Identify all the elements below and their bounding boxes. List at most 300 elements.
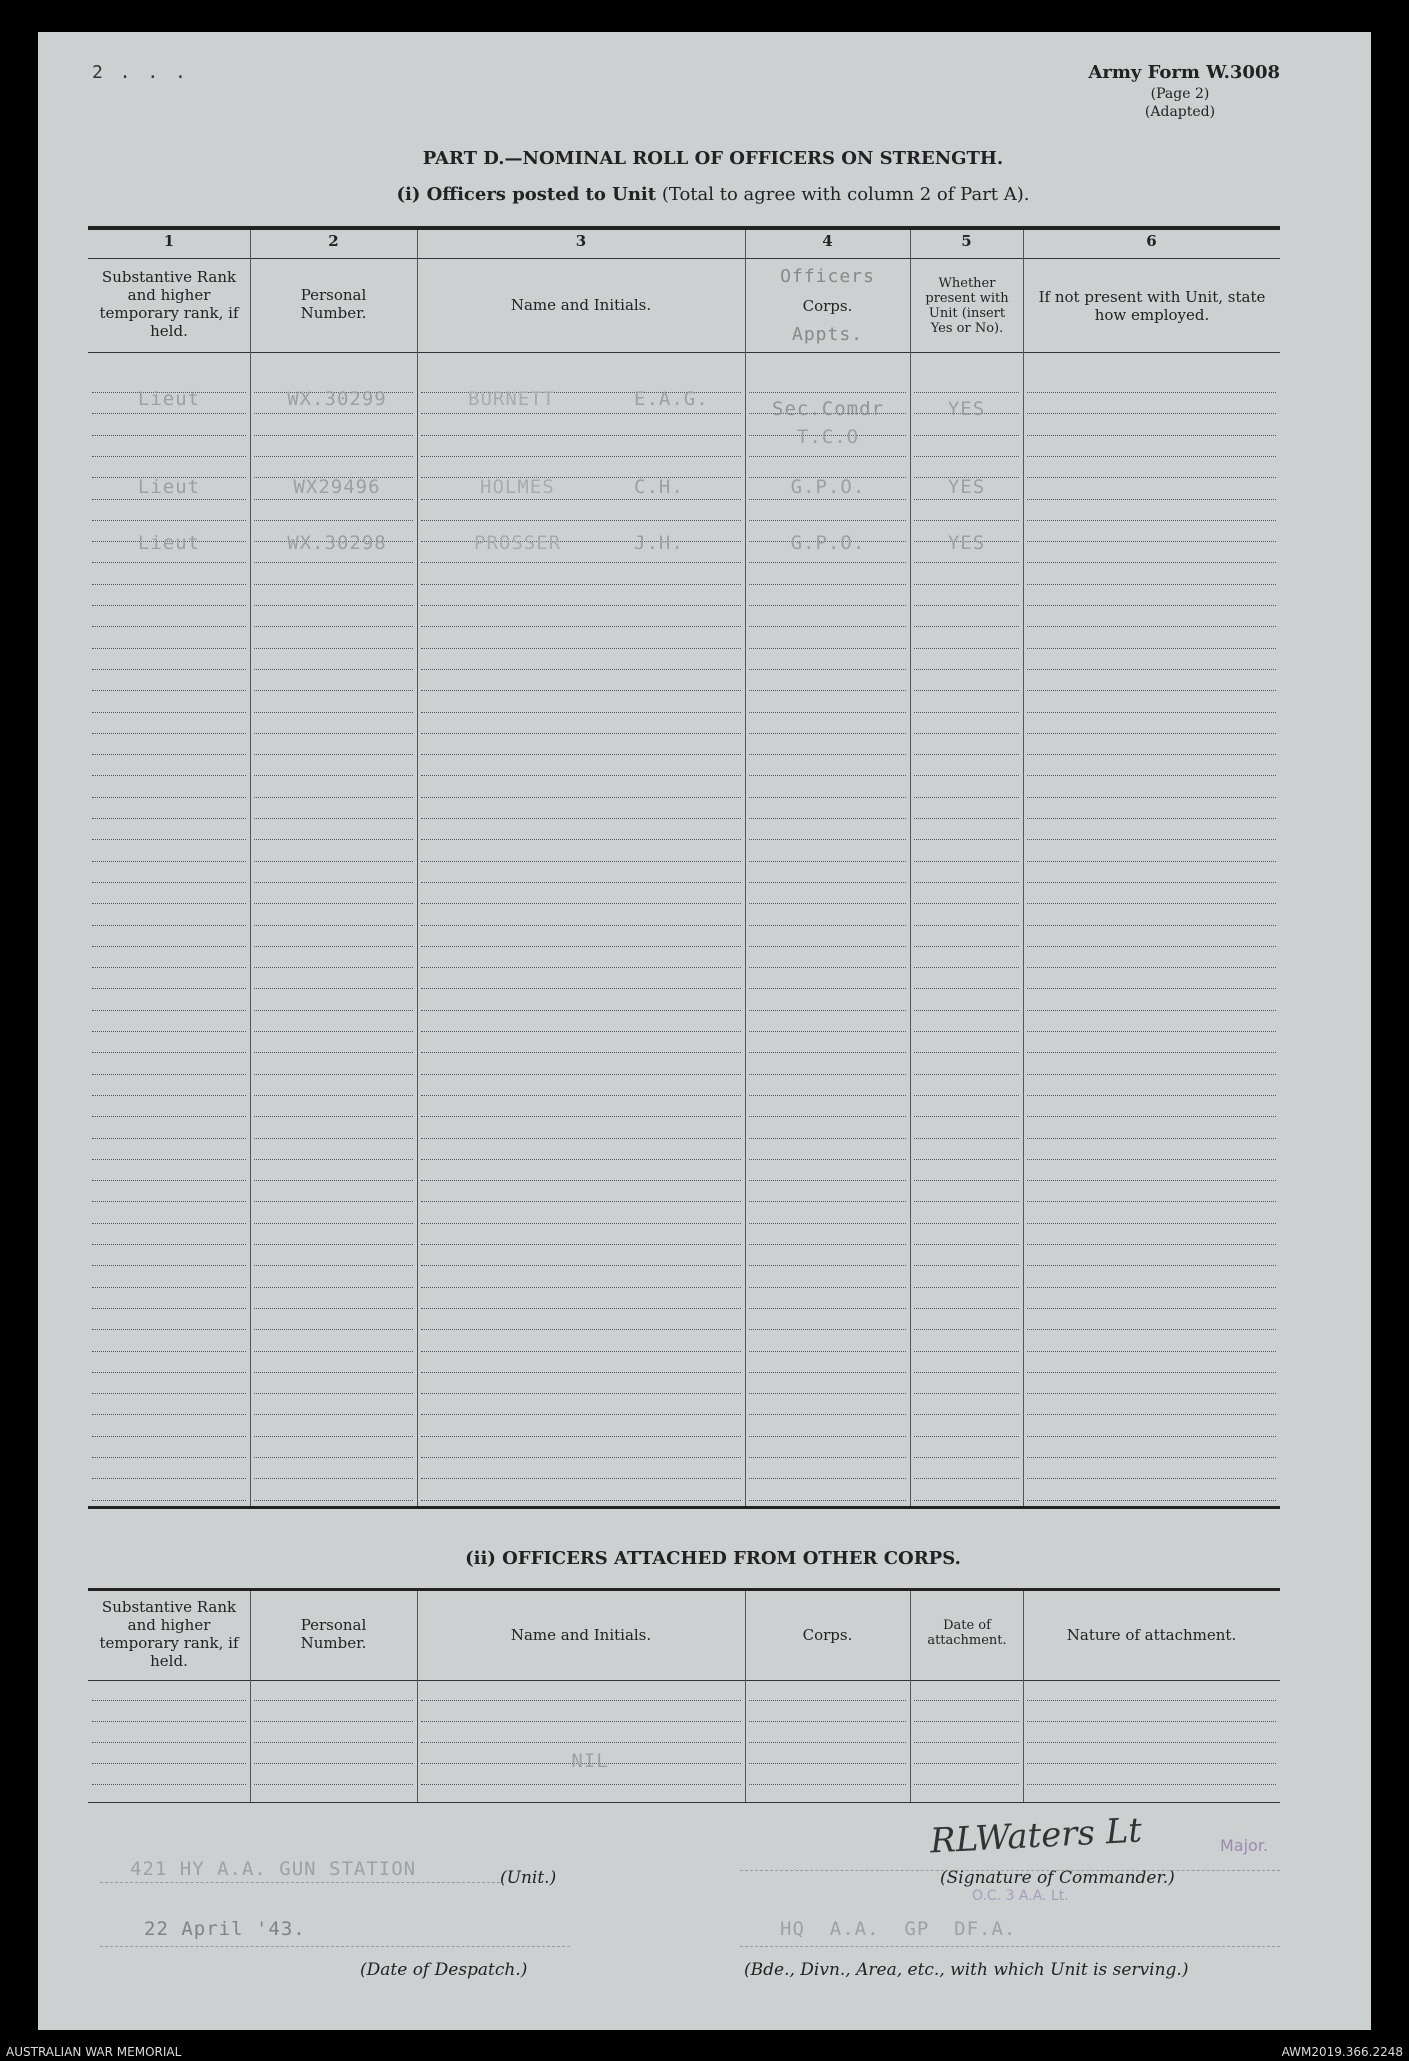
corner-mark: 2 . . . bbox=[92, 62, 189, 83]
ruled-line bbox=[254, 775, 413, 776]
ruled-line bbox=[1027, 499, 1276, 500]
ruled-line bbox=[421, 1138, 741, 1139]
ruled-line bbox=[749, 1372, 906, 1373]
part-ii-title: (ii) OFFICERS ATTACHED FROM OTHER CORPS. bbox=[465, 1548, 961, 1569]
ruled-line bbox=[254, 988, 413, 989]
ruled-line bbox=[92, 1244, 246, 1245]
ruled-line bbox=[914, 456, 1019, 457]
ruled-line bbox=[749, 520, 906, 521]
ruled-line bbox=[421, 456, 741, 457]
ruled-line bbox=[421, 1700, 741, 1701]
ruled-line bbox=[749, 1478, 906, 1479]
ruled-line bbox=[1027, 605, 1276, 606]
ruled-line bbox=[1027, 1436, 1276, 1437]
ii-header-nature: Nature of attachment. bbox=[1066, 1626, 1237, 1644]
ruled-line bbox=[1027, 541, 1276, 542]
ruled-line bbox=[254, 1500, 413, 1501]
ruled-line bbox=[421, 1223, 741, 1224]
ruled-line bbox=[92, 1265, 246, 1266]
ruled-line bbox=[1027, 754, 1276, 755]
ruled-line bbox=[92, 1478, 246, 1479]
ruled-line bbox=[92, 1031, 246, 1032]
commander-signature: RLWaters Lt bbox=[929, 1810, 1143, 1862]
ruled-line bbox=[1027, 1742, 1276, 1743]
ii-header-name: Name and Initials. bbox=[510, 1626, 652, 1644]
ruled-line bbox=[1027, 1351, 1276, 1352]
ruled-line bbox=[421, 946, 741, 947]
ruled-line bbox=[749, 584, 906, 585]
row-present: YES bbox=[947, 476, 986, 498]
ruled-line bbox=[914, 818, 1019, 819]
col-header-present: Whether present with Unit (insert Yes or No). bbox=[925, 276, 1009, 336]
ruled-line bbox=[749, 1201, 906, 1202]
ruled-line bbox=[1027, 1763, 1276, 1764]
ruled-line bbox=[421, 690, 741, 691]
ruled-line bbox=[749, 882, 906, 883]
ruled-line bbox=[254, 1138, 413, 1139]
ruled-line bbox=[254, 882, 413, 883]
ruled-line bbox=[1027, 1372, 1276, 1373]
ruled-line bbox=[914, 1180, 1019, 1181]
ruled-line bbox=[421, 882, 741, 883]
ruled-line bbox=[421, 1180, 741, 1181]
ruled-line bbox=[1027, 690, 1276, 691]
ruled-line bbox=[749, 1457, 906, 1458]
ruled-line bbox=[1027, 818, 1276, 819]
ruled-line bbox=[254, 1180, 413, 1181]
ruled-line bbox=[254, 967, 413, 968]
ruled-line bbox=[914, 1159, 1019, 1160]
ruled-line bbox=[749, 1784, 906, 1785]
unit-label: (Unit.) bbox=[500, 1868, 557, 1888]
form-title: Army Form W.3008 bbox=[1088, 62, 1280, 83]
ruled-line bbox=[92, 1721, 246, 1722]
ruled-line bbox=[914, 1116, 1019, 1117]
ruled-line bbox=[92, 861, 246, 862]
row-rank: Lieut bbox=[137, 388, 201, 410]
ruled-line bbox=[421, 988, 741, 989]
ruled-line bbox=[914, 1223, 1019, 1224]
ruled-line bbox=[914, 1700, 1019, 1701]
ruled-line bbox=[749, 925, 906, 926]
ruled-line bbox=[421, 435, 741, 436]
ruled-line bbox=[914, 839, 1019, 840]
ruled-line bbox=[421, 1116, 741, 1117]
ruled-line bbox=[749, 1414, 906, 1415]
ruled-line bbox=[254, 797, 413, 798]
ruled-line bbox=[749, 733, 906, 734]
ruled-line bbox=[254, 1244, 413, 1245]
ruled-line bbox=[254, 669, 413, 670]
col-num-3: 3 bbox=[575, 232, 587, 250]
ruled-line bbox=[92, 1074, 246, 1075]
ruled-line bbox=[749, 1393, 906, 1394]
ruled-line bbox=[914, 882, 1019, 883]
ruled-line bbox=[254, 1393, 413, 1394]
archive-footer bbox=[0, 2031, 1409, 2061]
ruled-line bbox=[914, 1742, 1019, 1743]
ruled-line bbox=[92, 456, 246, 457]
row-name: HOLMES bbox=[480, 476, 555, 498]
ruled-line bbox=[421, 499, 741, 500]
ruled-line bbox=[749, 1287, 906, 1288]
ruled-line bbox=[749, 797, 906, 798]
ruled-line bbox=[749, 605, 906, 606]
ruled-line bbox=[914, 1308, 1019, 1309]
ruled-line bbox=[421, 1244, 741, 1245]
ruled-line bbox=[914, 1393, 1019, 1394]
ruled-line bbox=[92, 775, 246, 776]
ruled-line bbox=[92, 712, 246, 713]
row-initials: C.H. bbox=[634, 476, 684, 498]
ruled-line bbox=[749, 392, 906, 393]
col-header-name: Name and Initials. bbox=[510, 296, 652, 314]
ruled-line bbox=[421, 1265, 741, 1266]
ruled-line bbox=[749, 1351, 906, 1352]
part-d-title: PART D.—NOMINAL ROLL OF OFFICERS ON STRENGTH. bbox=[422, 148, 1004, 169]
ruled-line bbox=[1027, 988, 1276, 989]
ruled-line bbox=[749, 499, 906, 500]
ruled-line bbox=[254, 1287, 413, 1288]
col-header-personal: Personal Number. bbox=[300, 286, 367, 322]
ruled-line bbox=[92, 1393, 246, 1394]
ruled-line bbox=[1027, 1478, 1276, 1479]
ruled-line bbox=[749, 1244, 906, 1245]
ruled-line bbox=[421, 712, 741, 713]
ruled-line bbox=[254, 861, 413, 862]
ruled-line bbox=[914, 1095, 1019, 1096]
ruled-line bbox=[92, 605, 246, 606]
ruled-line bbox=[254, 1372, 413, 1373]
ruled-line bbox=[749, 903, 906, 904]
ruled-line bbox=[421, 562, 741, 563]
ii-header-personal: Personal Number. bbox=[300, 1616, 367, 1652]
ruled-line bbox=[254, 1721, 413, 1722]
ruled-line bbox=[92, 648, 246, 649]
ruled-line bbox=[1027, 775, 1276, 776]
form-page: (Page 2) bbox=[1150, 86, 1210, 102]
row-initials: J.H. bbox=[634, 532, 684, 554]
footer-right: AWM2019.366.2248 bbox=[1281, 2045, 1403, 2059]
ruled-line bbox=[254, 946, 413, 947]
ruled-line bbox=[1027, 1074, 1276, 1075]
ruled-line bbox=[421, 520, 741, 521]
ruled-line bbox=[749, 1265, 906, 1266]
ruled-line bbox=[254, 626, 413, 627]
ruled-line bbox=[421, 669, 741, 670]
ruled-line bbox=[92, 1287, 246, 1288]
ruled-line bbox=[254, 839, 413, 840]
ruled-line bbox=[914, 1784, 1019, 1785]
ruled-line bbox=[254, 1201, 413, 1202]
part-d-subtitle bbox=[88, 184, 1338, 205]
ruled-line bbox=[749, 1074, 906, 1075]
ruled-line bbox=[749, 861, 906, 862]
ruled-line bbox=[421, 648, 741, 649]
ruled-line bbox=[92, 1095, 246, 1096]
ruled-line bbox=[92, 1784, 246, 1785]
ruled-line bbox=[1027, 1052, 1276, 1053]
ruled-line bbox=[92, 1180, 246, 1181]
ruled-line bbox=[421, 1436, 741, 1437]
ruled-line bbox=[254, 1031, 413, 1032]
ruled-line bbox=[1027, 477, 1276, 478]
ruled-line bbox=[421, 1414, 741, 1415]
ruled-line bbox=[92, 967, 246, 968]
ruled-line bbox=[254, 690, 413, 691]
ruled-line bbox=[421, 1742, 741, 1743]
ruled-line bbox=[421, 541, 741, 542]
ruled-line bbox=[914, 1478, 1019, 1479]
ruled-line bbox=[914, 584, 1019, 585]
ruled-line bbox=[914, 562, 1019, 563]
ruled-line bbox=[421, 1052, 741, 1053]
ii-header-rank: Substantive Rank and higher temporary rank, if held. bbox=[99, 1598, 239, 1670]
ruled-line bbox=[914, 1244, 1019, 1245]
ruled-line bbox=[92, 1223, 246, 1224]
ruled-line bbox=[1027, 520, 1276, 521]
ruled-line bbox=[1027, 733, 1276, 734]
ruled-line bbox=[914, 435, 1019, 436]
ruled-line bbox=[92, 1351, 246, 1352]
ruled-line bbox=[421, 733, 741, 734]
row-present: YES bbox=[947, 532, 986, 554]
unit-typed: 421 HY A.A. GUN STATION bbox=[130, 1858, 417, 1880]
ruled-line bbox=[1027, 1414, 1276, 1415]
ruled-line bbox=[914, 797, 1019, 798]
ruled-line bbox=[92, 733, 246, 734]
ruled-line bbox=[421, 1201, 741, 1202]
ruled-line bbox=[914, 669, 1019, 670]
ruled-line bbox=[254, 435, 413, 436]
stamp-rank: Major. bbox=[1220, 1836, 1269, 1855]
row-present: YES bbox=[947, 398, 986, 420]
ruled-line bbox=[421, 1287, 741, 1288]
col-num-4: 4 bbox=[822, 232, 833, 250]
ruled-line bbox=[254, 712, 413, 713]
ruled-line bbox=[914, 1031, 1019, 1032]
ruled-line bbox=[92, 1116, 246, 1117]
ruled-line bbox=[1027, 1700, 1276, 1701]
ruled-line bbox=[254, 754, 413, 755]
ruled-line bbox=[914, 392, 1019, 393]
ruled-line bbox=[1027, 1265, 1276, 1266]
ruled-line bbox=[914, 775, 1019, 776]
ruled-line bbox=[254, 1478, 413, 1479]
date-label: (Date of Despatch.) bbox=[360, 1960, 528, 1980]
ruled-line bbox=[92, 925, 246, 926]
ruled-line bbox=[254, 1159, 413, 1160]
row-rank: Lieut bbox=[137, 476, 201, 498]
ruled-line bbox=[914, 861, 1019, 862]
ruled-line bbox=[749, 775, 906, 776]
ruled-line bbox=[254, 1308, 413, 1309]
ruled-line bbox=[914, 925, 1019, 926]
ruled-line bbox=[421, 1074, 741, 1075]
ruled-line bbox=[254, 1784, 413, 1785]
ruled-line bbox=[749, 1500, 906, 1501]
ruled-line bbox=[1027, 562, 1276, 563]
ruled-line bbox=[749, 1180, 906, 1181]
row-name: PROSSER bbox=[474, 532, 562, 554]
ruled-line bbox=[1027, 435, 1276, 436]
ruled-line bbox=[1027, 1031, 1276, 1032]
ruled-line bbox=[254, 818, 413, 819]
ruled-line bbox=[421, 477, 741, 478]
ii-nil-entry: NIL bbox=[571, 1750, 609, 1772]
ruled-line bbox=[749, 754, 906, 755]
ruled-line bbox=[749, 562, 906, 563]
ruled-line bbox=[92, 839, 246, 840]
ruled-line bbox=[914, 946, 1019, 947]
ruled-line bbox=[92, 1329, 246, 1330]
ruled-line bbox=[92, 1201, 246, 1202]
ruled-line bbox=[914, 499, 1019, 500]
ruled-line bbox=[1027, 1721, 1276, 1722]
ruled-line bbox=[421, 861, 741, 862]
ruled-line bbox=[92, 1457, 246, 1458]
col-header-corps-typed-bottom: Appts. bbox=[791, 324, 864, 345]
ruled-line bbox=[914, 648, 1019, 649]
ruled-line bbox=[749, 1436, 906, 1437]
ruled-line bbox=[914, 626, 1019, 627]
ruled-line bbox=[254, 1052, 413, 1053]
ruled-line bbox=[421, 1308, 741, 1309]
col-num-1: 1 bbox=[163, 232, 175, 250]
ruled-line bbox=[749, 1329, 906, 1330]
ruled-line bbox=[1027, 1784, 1276, 1785]
ruled-line bbox=[749, 1308, 906, 1309]
ruled-line bbox=[92, 626, 246, 627]
ruled-line bbox=[749, 690, 906, 691]
ruled-line bbox=[914, 1074, 1019, 1075]
ruled-line bbox=[421, 1010, 741, 1011]
ruled-line bbox=[421, 775, 741, 776]
ruled-line bbox=[914, 1351, 1019, 1352]
ii-header-date: Date of attachment. bbox=[927, 1618, 1007, 1648]
ruled-line bbox=[914, 988, 1019, 989]
ruled-line bbox=[914, 712, 1019, 713]
ruled-line bbox=[421, 925, 741, 926]
row-number: WX29496 bbox=[293, 476, 381, 498]
ruled-line bbox=[92, 690, 246, 691]
col-header-rank: Substantive Rank and higher temporary rank, if held. bbox=[99, 268, 239, 340]
ruled-line bbox=[1027, 392, 1276, 393]
ruled-line bbox=[749, 946, 906, 947]
ruled-line bbox=[914, 733, 1019, 734]
ruled-line bbox=[421, 839, 741, 840]
ruled-line bbox=[92, 988, 246, 989]
ruled-line bbox=[254, 1742, 413, 1743]
ruled-line bbox=[749, 1763, 906, 1764]
ruled-line bbox=[1027, 1116, 1276, 1117]
ruled-line bbox=[1027, 1201, 1276, 1202]
ruled-line bbox=[1027, 1308, 1276, 1309]
ruled-line bbox=[914, 1457, 1019, 1458]
ruled-line bbox=[749, 648, 906, 649]
date-typed: 22 April '43. bbox=[144, 1918, 306, 1940]
ruled-line bbox=[92, 797, 246, 798]
ruled-line bbox=[421, 797, 741, 798]
ruled-line bbox=[254, 413, 413, 414]
ruled-line bbox=[1027, 1138, 1276, 1139]
ruled-line bbox=[254, 456, 413, 457]
ruled-line bbox=[421, 1095, 741, 1096]
ruled-line bbox=[92, 562, 246, 563]
ruled-line bbox=[749, 1700, 906, 1701]
ruled-line bbox=[914, 690, 1019, 691]
ruled-line bbox=[421, 626, 741, 627]
ruled-line bbox=[92, 1308, 246, 1309]
bde-label: (Bde., Divn., Area, etc., with which Unit is serving.) bbox=[744, 1960, 1189, 1980]
ruled-line bbox=[914, 520, 1019, 521]
ruled-line bbox=[254, 1763, 413, 1764]
ruled-line bbox=[914, 1721, 1019, 1722]
ruled-line bbox=[254, 1010, 413, 1011]
ruled-line bbox=[421, 903, 741, 904]
ruled-line bbox=[914, 1414, 1019, 1415]
row-rank: Lieut bbox=[137, 532, 201, 554]
ruled-line bbox=[421, 818, 741, 819]
ruled-line bbox=[421, 1478, 741, 1479]
ruled-line bbox=[914, 1329, 1019, 1330]
ruled-line bbox=[92, 946, 246, 947]
ruled-line bbox=[92, 1763, 246, 1764]
ruled-line bbox=[92, 754, 246, 755]
stamp-role: O.C. 3 A.A. Lt. bbox=[972, 1888, 1069, 1904]
ruled-line bbox=[254, 733, 413, 734]
ruled-line bbox=[254, 1116, 413, 1117]
ruled-line bbox=[421, 1372, 741, 1373]
ruled-line bbox=[914, 1138, 1019, 1139]
ruled-line bbox=[1027, 1457, 1276, 1458]
ruled-line bbox=[1027, 861, 1276, 862]
ruled-line bbox=[914, 1052, 1019, 1053]
ruled-line bbox=[254, 1351, 413, 1352]
ruled-line bbox=[749, 818, 906, 819]
ruled-line bbox=[254, 605, 413, 606]
col-header-corps: Corps. bbox=[802, 297, 853, 315]
row-number: WX.30299 bbox=[287, 388, 387, 410]
ruled-line bbox=[92, 1010, 246, 1011]
ruled-line bbox=[254, 1223, 413, 1224]
ruled-line bbox=[914, 1287, 1019, 1288]
ruled-line bbox=[914, 1372, 1019, 1373]
ruled-line bbox=[92, 882, 246, 883]
row-corps-2: T.C.O bbox=[796, 426, 860, 448]
ruled-line bbox=[914, 1436, 1019, 1437]
ruled-line bbox=[1027, 669, 1276, 670]
ruled-line bbox=[421, 1351, 741, 1352]
ruled-line bbox=[1027, 1095, 1276, 1096]
ruled-line bbox=[1027, 584, 1276, 585]
ruled-line bbox=[749, 1031, 906, 1032]
ruled-line bbox=[92, 1700, 246, 1701]
row-corps: G.P.O. bbox=[790, 532, 866, 554]
ruled-line bbox=[254, 903, 413, 904]
ruled-line bbox=[914, 1500, 1019, 1501]
ruled-line bbox=[92, 1372, 246, 1373]
row-number: WX.30298 bbox=[287, 532, 387, 554]
ruled-line bbox=[92, 1159, 246, 1160]
ruled-line bbox=[749, 1159, 906, 1160]
part-d-subtitle-rest: (Total to agree with column 2 of Part A). bbox=[661, 184, 1030, 205]
ruled-line bbox=[92, 1052, 246, 1053]
ruled-line bbox=[92, 584, 246, 585]
ruled-line bbox=[1027, 456, 1276, 457]
ruled-line bbox=[914, 1201, 1019, 1202]
ruled-line bbox=[254, 584, 413, 585]
